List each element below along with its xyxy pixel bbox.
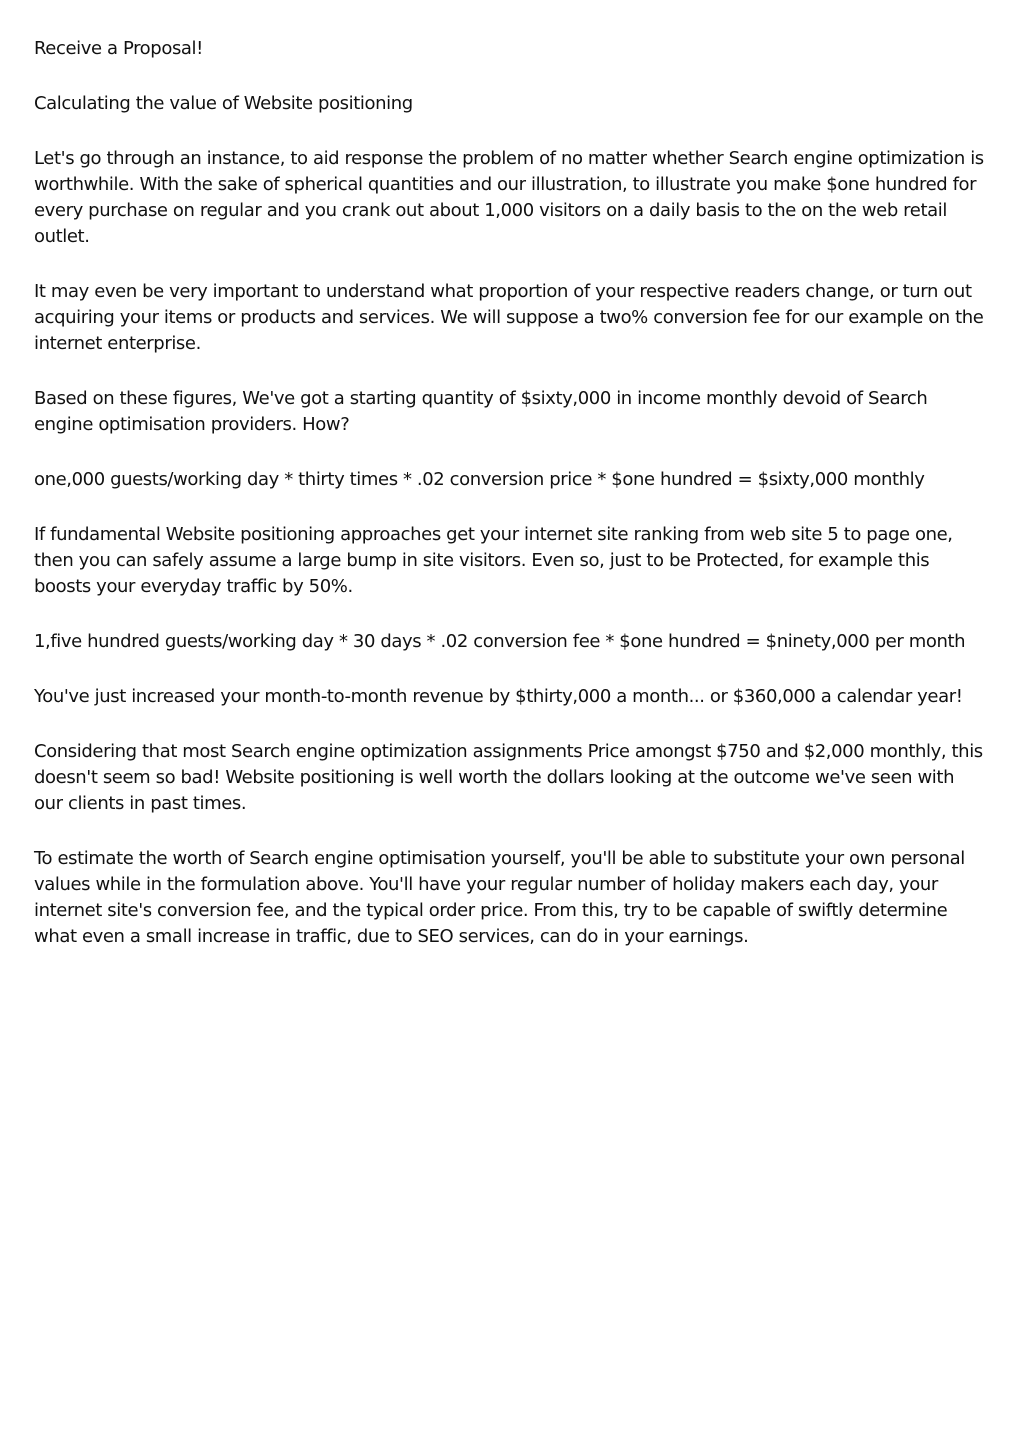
document-body [34,36,984,979]
paragraph-traffic-boost: If fundamental Website positioning approaches get your internet site ranking from web site 5 to page one, then you can safely assume a large bump in site visitors. Even so, just to be Protected, for example this boosts your everyday traffic by 50%. [34,524,953,597]
paragraph-baseline: Based on these figures, We've got a starting quantity of $sixty,000 in income monthly devoid of Search engine optimisation providers. How? [34,388,928,435]
paragraph-estimate: To estimate the worth of Search engine optimisation yourself, you'll be able to substitute your own personal values while in the formulation above. You'll have your regular number of holiday makers each day, your internet site's conversion fee, and the typical order price. From this, try to be capable of swiftly determine what even a small increase in traffic, due to SEO services, can do in your earnings. [34,848,965,947]
paragraph-intro: Let's go through an instance, to aid response the problem of no matter whether Search engine optimization is worthwhile. With the sake of spherical quantities and our illustration, to illustrate you make $one hundred for every purchase on regular and you crank out about 1,000 visitors on a daily basis to the on the web retail outlet. [34,148,984,247]
paragraph-conversion: It may even be very important to understand what proportion of your respective readers change, or turn out acquiring your items or products and services. We will suppose a two% conversion fee for our example on the internet enterprise. [34,281,984,354]
proposal-heading: Receive a Proposal! [34,38,203,59]
paragraph-revenue-increase: You've just increased your month-to-month revenue by $thirty,000 a month... or $360,000 a calendar year! [34,686,963,707]
section-title: Calculating the value of Website positioning [34,93,413,114]
formula-boosted: 1,five hundred guests/working day * 30 days * .02 conversion fee * $one hundred = $ninety,000 per month [34,631,966,652]
formula-baseline: one,000 guests/working day * thirty times * .02 conversion price * $one hundred = $sixty,000 monthly [34,469,925,490]
paragraph-cost: Considering that most Search engine optimization assignments Price amongst $750 and $2,000 monthly, this doesn't seem so bad! Website positioning is well worth the dollars looking at the outcome we've seen with our clients in past times. [34,741,983,814]
